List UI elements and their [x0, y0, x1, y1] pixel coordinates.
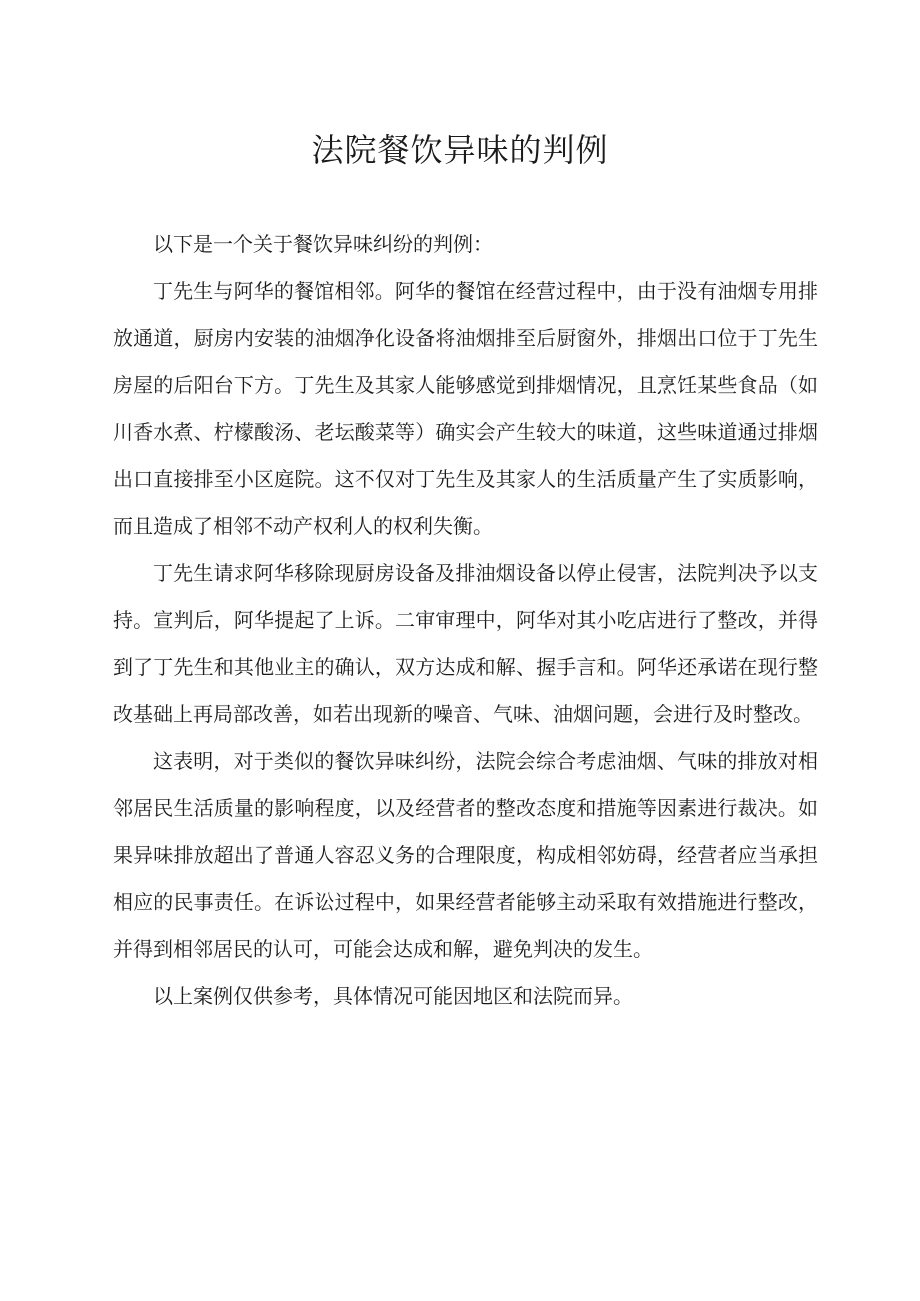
document-body — [113, 221, 818, 1020]
paragraph-case-facts: 丁先生与阿华的餐馆相邻。阿华的餐馆在经营过程中，由于没有油烟专用排放通道，厨房内安装的油烟净化设备将油烟排至后厨窗外，排烟出口位于丁先生房屋的后阳台下方。丁先生及其家人能够感觉到排烟情况，且烹饪某些食品（如川香水煮、柠檬酸汤、老坛酸菜等）确实会产生较大的味道，这些味道通过排烟出口直接排至小区庭院。这不仅对丁先生及其家人的生活质量产生了实质影响，而且造成了相邻不动产权利人的权利失衡。 — [113, 279, 818, 538]
paragraph-disclaimer: 以上案例仅供参考，具体情况可能因地区和法院而异。 — [153, 984, 633, 1008]
paragraph-judgment: 丁先生请求阿华移除现厨房设备及排油烟设备以停止侵害，法院判决予以支持。宣判后，阿华提起了上诉。二审审理中，阿华对其小吃店进行了整改，并得到了丁先生和其他业主的确认，双方达成和解、握手言和。阿华还承诺在现行整改基础上再局部改善，如若出现新的噪音、气味、油烟问题，会进行及时整改。 — [113, 561, 818, 726]
document-title: 法院餐饮异味的判例 — [311, 131, 609, 169]
paragraph-analysis: 这表明，对于类似的餐饮异味纠纷，法院会综合考虑油烟、气味的排放对相邻居民生活质量的影响程度，以及经营者的整改态度和措施等因素进行裁决。如果异味排放超出了普通人容忍义务的合理限度，构成相邻妨碍，经营者应当承担相应的民事责任。在诉讼过程中，如果经营者能够主动采取有效措施进行整改，并得到相邻居民的认可，可能会达成和解，避免判决的发生。 — [113, 749, 818, 961]
paragraph-intro: 以下是一个关于餐饮异味纠纷的判例： — [153, 232, 493, 256]
